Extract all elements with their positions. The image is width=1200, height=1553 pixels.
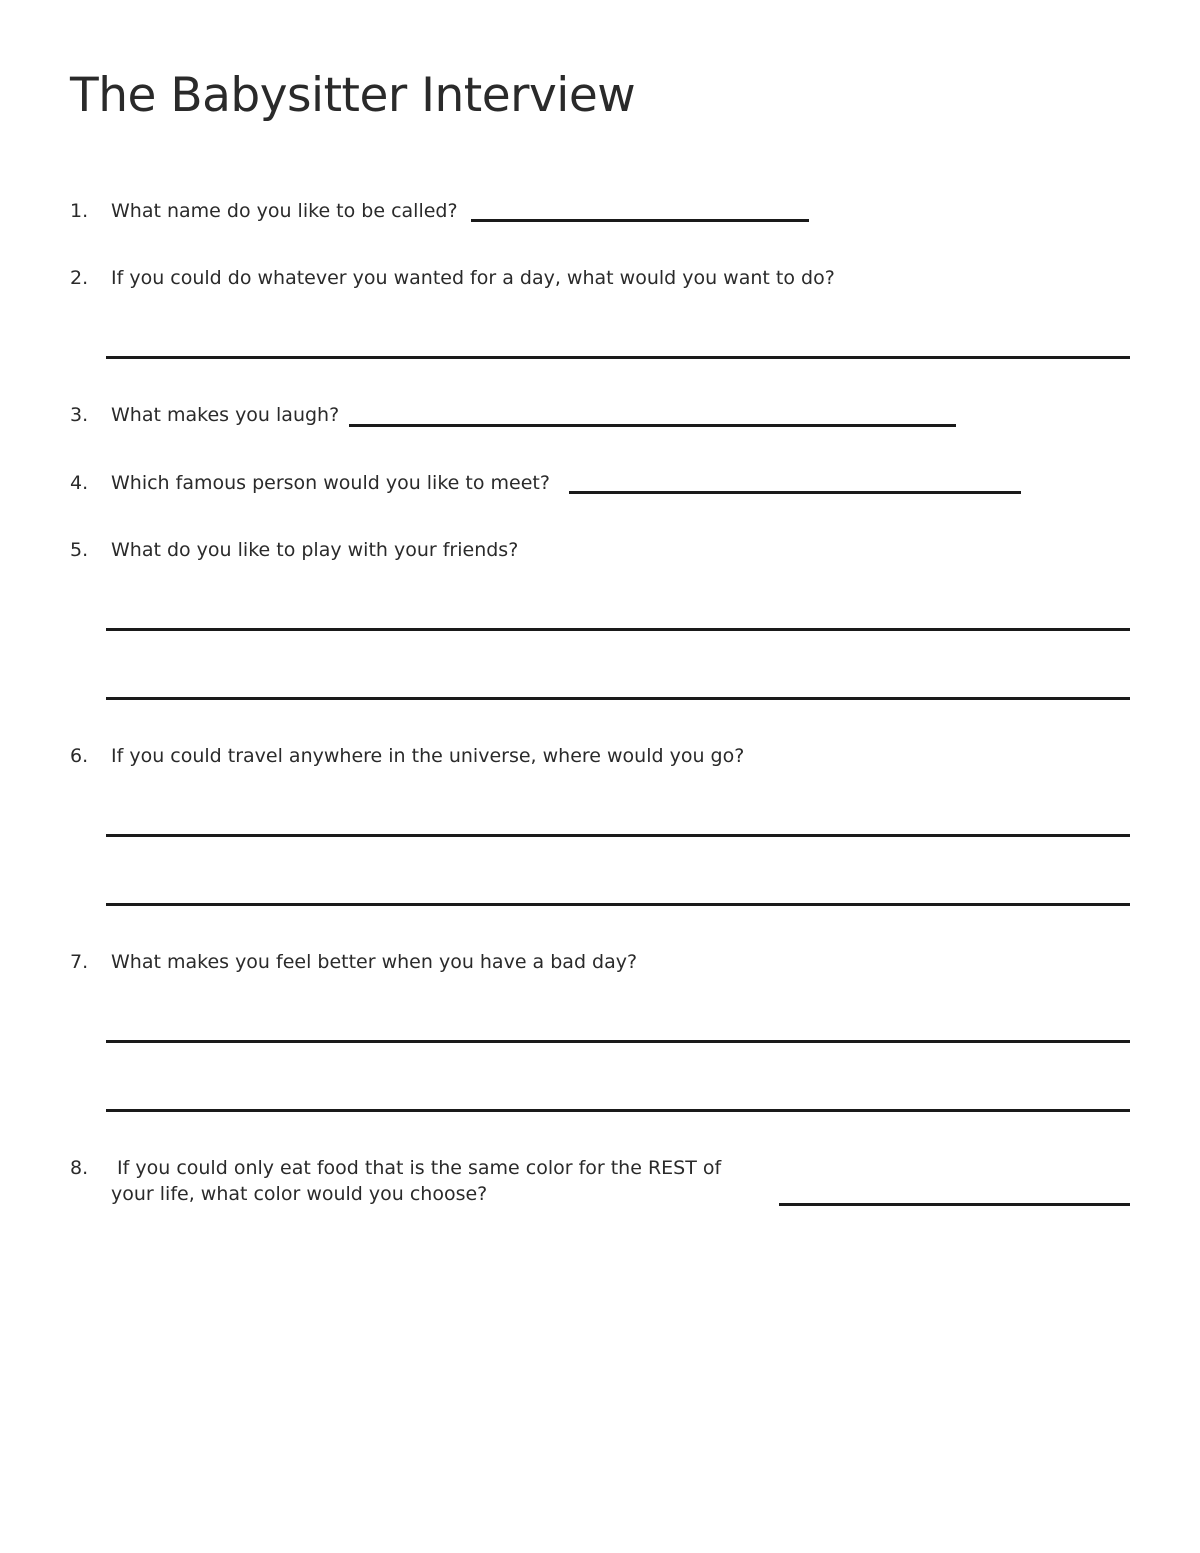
question-text: If you could only eat food that is the same color for the REST of [111, 1157, 722, 1179]
question-number: 2. [70, 267, 89, 289]
page-title: The Babysitter Interview [70, 68, 636, 123]
question-text: What name do you like to be called? [111, 200, 458, 222]
answer-line[interactable] [569, 491, 1021, 494]
question-number: 5. [70, 539, 89, 561]
question-number: 4. [70, 472, 89, 494]
question-text: Which famous person would you like to meet? [111, 472, 550, 494]
question-number: 8. [70, 1157, 89, 1179]
answer-line[interactable] [349, 424, 956, 427]
answer-line[interactable] [106, 834, 1130, 837]
question-text: If you could travel anywhere in the universe, where would you go? [111, 745, 745, 767]
question-number: 3. [70, 404, 89, 426]
question-text-continued: your life, what color would you choose? [111, 1183, 488, 1205]
question-text: If you could do whatever you wanted for a day, what would you want to do? [111, 267, 835, 289]
answer-line[interactable] [106, 697, 1130, 700]
answer-line[interactable] [106, 903, 1130, 906]
question-text: What do you like to play with your friends? [111, 539, 519, 561]
answer-line[interactable] [106, 356, 1130, 359]
question-number: 6. [70, 745, 89, 767]
answer-line[interactable] [471, 219, 809, 222]
answer-line[interactable] [779, 1203, 1130, 1206]
question-number: 1. [70, 200, 89, 222]
answer-line[interactable] [106, 1040, 1130, 1043]
question-text: What makes you feel better when you have a bad day? [111, 951, 638, 973]
answer-line[interactable] [106, 1109, 1130, 1112]
answer-line[interactable] [106, 628, 1130, 631]
question-number: 7. [70, 951, 89, 973]
question-text: What makes you laugh? [111, 404, 340, 426]
